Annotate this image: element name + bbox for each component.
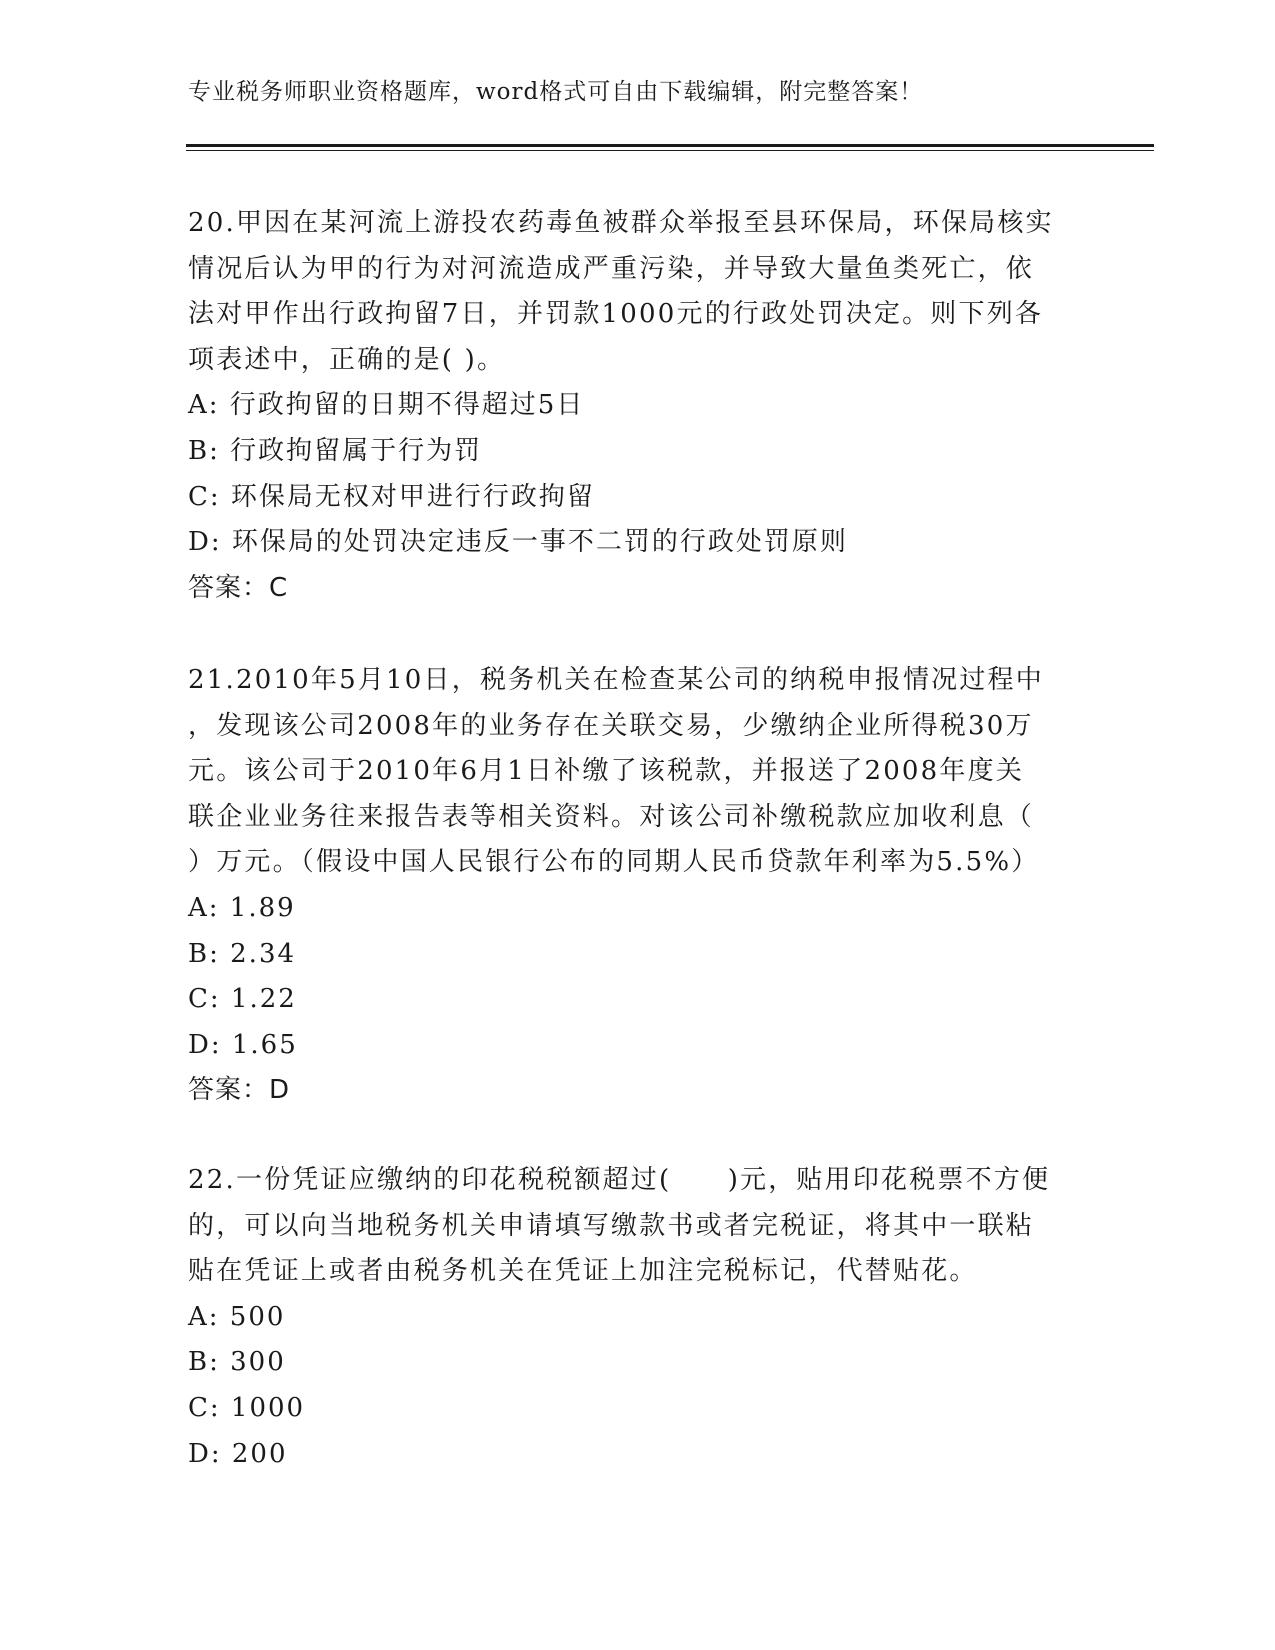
option-a: A: 500 bbox=[188, 1301, 286, 1332]
answer-text: 答案：D bbox=[188, 1075, 291, 1106]
question-text-line: 情况后认为甲的行为对河流造成严重污染，并导致大量鱼类死亡，依 bbox=[188, 253, 1035, 284]
option-b: B: 2.34 bbox=[188, 938, 297, 969]
option-b: B: 行政拘留属于行为罚 bbox=[188, 435, 483, 466]
option-d: D: 1.65 bbox=[188, 1029, 298, 1060]
question-21 bbox=[188, 658, 1088, 1114]
question-text-line: 21.2010年5月10日，税务机关在检查某公司的纳税申报情况过程中 bbox=[188, 665, 1044, 695]
question-text-line: 联企业业务往来报告表等相关资料。对该公司补缴税款应加收利息（ bbox=[188, 801, 1035, 832]
question-text-line: ）万元。（假设中国人民银行公布的同期人民币贷款年利率为5.5%） bbox=[188, 847, 1040, 878]
option-c: C: 环保局无权对甲进行行政拘留 bbox=[188, 481, 595, 512]
header-divider bbox=[186, 144, 1154, 147]
question-text-line: 法对甲作出行政拘留7日，并罚款1000元的行政处罚决定。则下列各 bbox=[188, 299, 1044, 330]
option-a: A: 1.89 bbox=[188, 892, 296, 923]
header-divider-thin bbox=[186, 150, 1154, 151]
option-d: D: 环保局的处罚决定违反一事不二罚的行政处罚原则 bbox=[188, 527, 848, 558]
question-20 bbox=[188, 201, 1088, 611]
option-d: D: 200 bbox=[188, 1438, 288, 1469]
question-text-line: 项表述中，正确的是( )。 bbox=[188, 344, 506, 375]
question-text-line: 元。该公司于2010年6月1日补缴了该税款，并报送了2008年度关 bbox=[188, 756, 1025, 787]
question-text-line: 22.一份凭证应缴纳的印花税税额超过( )元，贴用印花税票不方便 bbox=[188, 1165, 1051, 1195]
question-text-line: 20.甲因在某河流上游投农药毒鱼被群众举报至县环保局，环保局核实 bbox=[188, 208, 1054, 238]
page-header: 专业税务师职业资格题库，word格式可自由下载编辑，附完整答案！ bbox=[188, 79, 924, 105]
option-b: B: 300 bbox=[188, 1347, 286, 1378]
question-text-line: 贴在凭证上或者由税务机关在凭证上加注完税标记，代替贴花。 bbox=[188, 1256, 978, 1287]
answer-text: 答案：C bbox=[188, 572, 289, 603]
question-22 bbox=[188, 1158, 1088, 1477]
question-text-line: 的，可以向当地税务机关申请填写缴款书或者完税证，将其中一联粘 bbox=[188, 1210, 1035, 1241]
option-c: C: 1.22 bbox=[188, 984, 297, 1015]
option-a: A: 行政拘留的日期不得超过5日 bbox=[188, 390, 585, 421]
question-text-line: ，发现该公司2008年的业务存在关联交易，少缴纳企业所得税30万 bbox=[188, 710, 1034, 741]
option-c: C: 1000 bbox=[188, 1392, 306, 1423]
